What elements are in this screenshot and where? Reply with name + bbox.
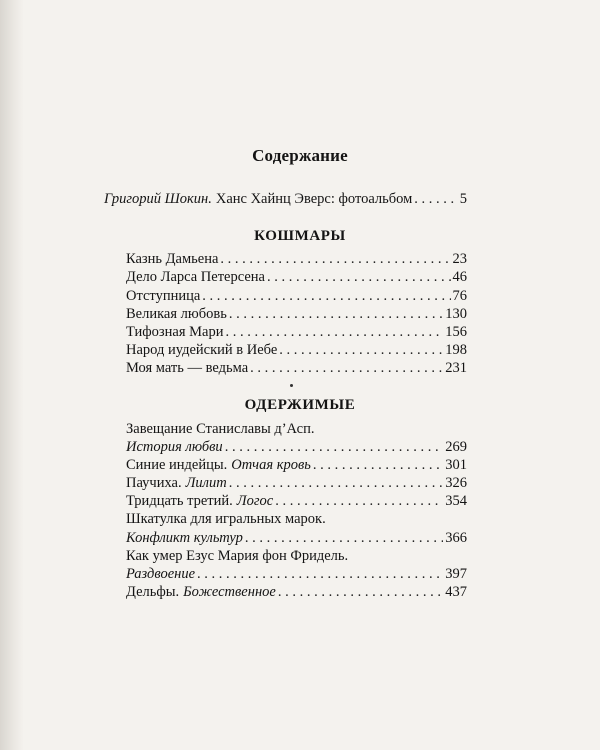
page-number: 301 xyxy=(445,457,467,473)
print-mark xyxy=(290,384,293,387)
page-number: 130 xyxy=(445,306,467,322)
entry-title: Народ иудейский в Иебе xyxy=(126,342,278,358)
section-title-possessed: ОДЕРЖИМЫЕ xyxy=(244,397,356,413)
page-number: 46 xyxy=(452,269,467,285)
leader-dots xyxy=(275,492,443,510)
entry-title: Дельфы. xyxy=(126,584,180,600)
section-title-nightmares: КОШМАРЫ xyxy=(254,228,346,244)
toc-entry-intro xyxy=(104,190,467,208)
intro-title: Ханс Хайнц Эверс: фотоальбом xyxy=(215,191,413,207)
toc-entry xyxy=(126,341,467,359)
page-number: 23 xyxy=(452,251,467,267)
toc-entry xyxy=(126,438,467,456)
leader-dots xyxy=(267,268,451,286)
entry-title: Великая любовь xyxy=(126,306,227,322)
toc-entry xyxy=(126,492,467,510)
entry-title: Отступница xyxy=(126,288,201,304)
entry-title: Дело Ларса Петерсена xyxy=(126,269,265,285)
page-title: Содержание xyxy=(252,146,348,165)
entry-title: Завещание Станиславы д’Асп. xyxy=(126,421,315,437)
toc-entry-line1 xyxy=(126,547,467,565)
entry-title: Шкатулка для игральных марок. xyxy=(126,511,326,527)
leader-dots xyxy=(220,250,450,268)
leader-dots xyxy=(278,583,443,601)
leader-dots xyxy=(202,287,450,305)
leader-dots xyxy=(279,341,443,359)
entry-subtitle: Отчая кровь xyxy=(231,457,311,473)
page-number: 156 xyxy=(445,324,467,340)
page-number: 397 xyxy=(445,566,467,582)
toc-entry-line1 xyxy=(126,510,467,528)
entry-title: Моя мать — ведьма xyxy=(126,360,249,376)
leader-dots xyxy=(250,359,443,377)
entry-title: Тридцать третий. xyxy=(126,493,233,509)
entry-title: Синие индейцы. xyxy=(126,457,228,473)
entry-subtitle: Божественное xyxy=(183,584,276,600)
entry-title: Паучиха. xyxy=(126,475,182,491)
toc-entry xyxy=(126,474,467,492)
leader-dots xyxy=(225,438,444,456)
intro-author: Григорий Шокин. xyxy=(104,191,212,207)
page-number: 231 xyxy=(445,360,467,376)
entry-title: Казнь Дамьена xyxy=(126,251,219,267)
entry-title: Как умер Езус Мария фон Фридель. xyxy=(126,548,349,564)
page-number: 437 xyxy=(445,584,467,600)
toc-entry xyxy=(126,456,467,474)
page-number: 354 xyxy=(445,493,467,509)
toc-entry-line1 xyxy=(126,420,467,438)
toc-entry xyxy=(126,268,467,286)
leader-dots xyxy=(245,529,443,547)
leader-dots xyxy=(225,323,443,341)
toc-entry xyxy=(126,529,467,547)
page-number: 5 xyxy=(459,191,467,207)
entry-title: Тифозная Мари xyxy=(126,324,224,340)
toc-entry xyxy=(126,305,467,323)
toc-entry xyxy=(126,287,467,305)
page-number: 366 xyxy=(445,530,467,546)
toc-entry xyxy=(126,359,467,377)
page-number: 198 xyxy=(445,342,467,358)
leader-dots xyxy=(197,565,443,583)
toc-entry xyxy=(126,583,467,601)
page-number: 76 xyxy=(452,288,467,304)
entry-subtitle: Лилит xyxy=(185,475,227,491)
page-number: 269 xyxy=(445,439,467,455)
toc-entry xyxy=(126,565,467,583)
entry-subtitle: История любви xyxy=(126,439,223,455)
toc-entry xyxy=(126,323,467,341)
leader-dots xyxy=(229,305,443,323)
leader-dots xyxy=(229,474,444,492)
leader-dots xyxy=(414,190,457,208)
entry-subtitle: Логос xyxy=(236,493,274,509)
page-number: 326 xyxy=(445,475,467,491)
leader-dots xyxy=(313,456,443,474)
page-binding-shadow xyxy=(0,0,24,750)
toc-entry xyxy=(126,250,467,268)
entry-subtitle: Раздвоение xyxy=(126,566,196,582)
entry-subtitle: Конфликт культур xyxy=(126,530,243,546)
